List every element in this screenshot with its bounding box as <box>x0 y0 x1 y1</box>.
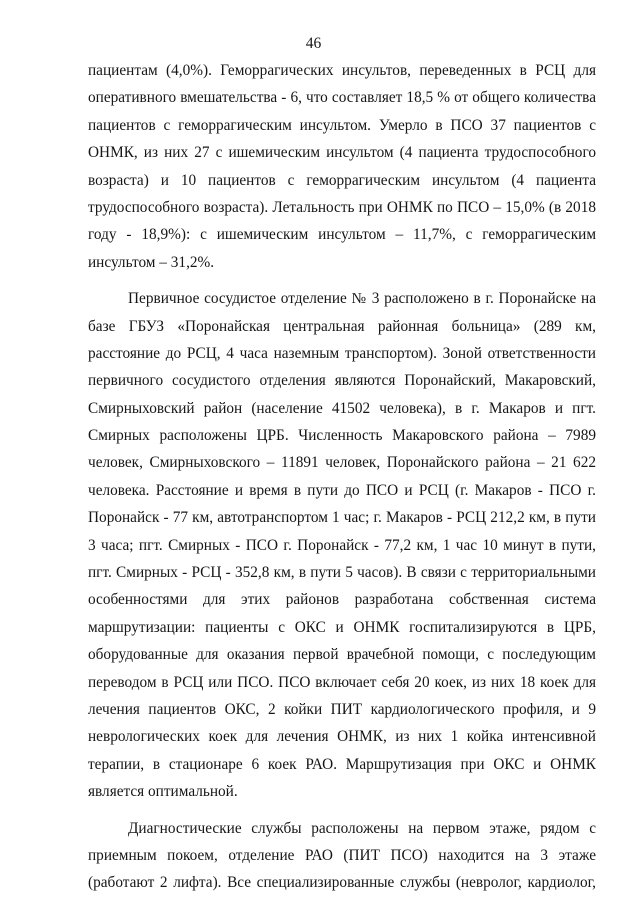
text-line: (работают 2 лифта). Все специализированные службы (невролог, кардиолог, <box>88 874 596 892</box>
text-line: человек, Смирныховского – 11891 человек, Поронайского района – 21 622 <box>88 454 596 472</box>
body-text <box>88 57 596 897</box>
text-line: Смирных расположены ЦРБ. Численность Макаровского района – 7989 <box>88 427 596 445</box>
text-line: является оптимальной. <box>88 783 238 801</box>
page-number: 46 <box>305 35 322 52</box>
text-line: Поронайск - 77 км, автотранспортом 1 час; г. Макаров - РСЦ 212,2 км, в пути <box>88 509 596 527</box>
paragraph-2 <box>88 285 596 805</box>
text-line: терапии, в стационаре 6 коек РАО. Маршрутизация при ОКС и ОНМК <box>88 755 596 773</box>
text-line: возраста) и 10 пациентов с геморрагическим инсультом (4 пациента <box>88 171 596 189</box>
text-line: оперативного вмешательства - 6, что составляет 18,5 % от общего количества <box>88 89 596 107</box>
text-line: оборудованные для оказания первой врачебной помощи, с последующим <box>88 646 596 664</box>
text-line: пациентов с геморрагическим инсультом. Умерло в ПСО 37 пациентов с <box>88 116 596 134</box>
text-line: приемным покоем, отделение РАО (ПИТ ПСО) находится на 3 этаже <box>88 846 596 864</box>
text-line: первичного сосудистого отделения являются Поронайский, Макаровский, <box>88 372 596 390</box>
paragraph-3 <box>88 815 596 897</box>
text-line: лечения пациентов ОКС, 2 койки ПИТ кардиологического профиля, и 9 <box>88 700 596 718</box>
text-line: человека. Расстояние и время в пути до ПСО и РСЦ (г. Макаров - ПСО г. <box>88 481 596 499</box>
paragraph-1 <box>88 57 596 276</box>
text-line: базе ГБУЗ «Поронайская центральная районная больница» (289 км, <box>88 317 596 335</box>
text-line: 3 часа; пгт. Смирных - ПСО г. Поронайск - 77,2 км, 1 час 10 минут в пути, <box>88 536 596 554</box>
text-line: Смирныховский район (население 41502 человека), в г. Макаров и пгт. <box>88 399 596 417</box>
text-line: ОНМК, из них 27 с ишемическим инсультом (4 пациента трудоспособного <box>88 144 596 162</box>
text-line: расстояние до РСЦ, 4 часа наземным транспортом). Зоной ответственности <box>88 344 596 362</box>
text-line: пациентам (4,0%). Геморрагических инсультов, переведенных в РСЦ для <box>88 62 596 79</box>
text-line: Первичное сосудистое отделение № 3 расположено в г. Поронайске на <box>128 290 596 308</box>
text-line: особенностями для этих районов разработана собственная система <box>88 591 596 609</box>
text-line: трудоспособного возраста). Летальность при ОНМК по ПСО – 15,0% (в 2018 <box>88 198 596 216</box>
text-line: неврологических коек для лечения ОНМК, из них 1 койка интенсивной <box>88 728 596 746</box>
text-line: маршрутизации: пациенты с ОКС и ОНМК госпитализируются в ЦРБ, <box>88 618 596 636</box>
text-line: Диагностические службы расположены на первом этаже, рядом с <box>128 819 596 837</box>
text-line: году - 18,9%): с ишемическим инсультом – 11,7%, с геморрагическим <box>88 226 596 244</box>
text-line: переводом в РСЦ или ПСО. ПСО включает себя 20 коек, из них 18 коек для <box>88 673 596 691</box>
text-line: пгт. Смирных - РСЦ - 352,8 км, в пути 5 часов). В связи с территориальными <box>88 564 596 582</box>
text-line: инсультом – 31,2%. <box>88 253 215 271</box>
